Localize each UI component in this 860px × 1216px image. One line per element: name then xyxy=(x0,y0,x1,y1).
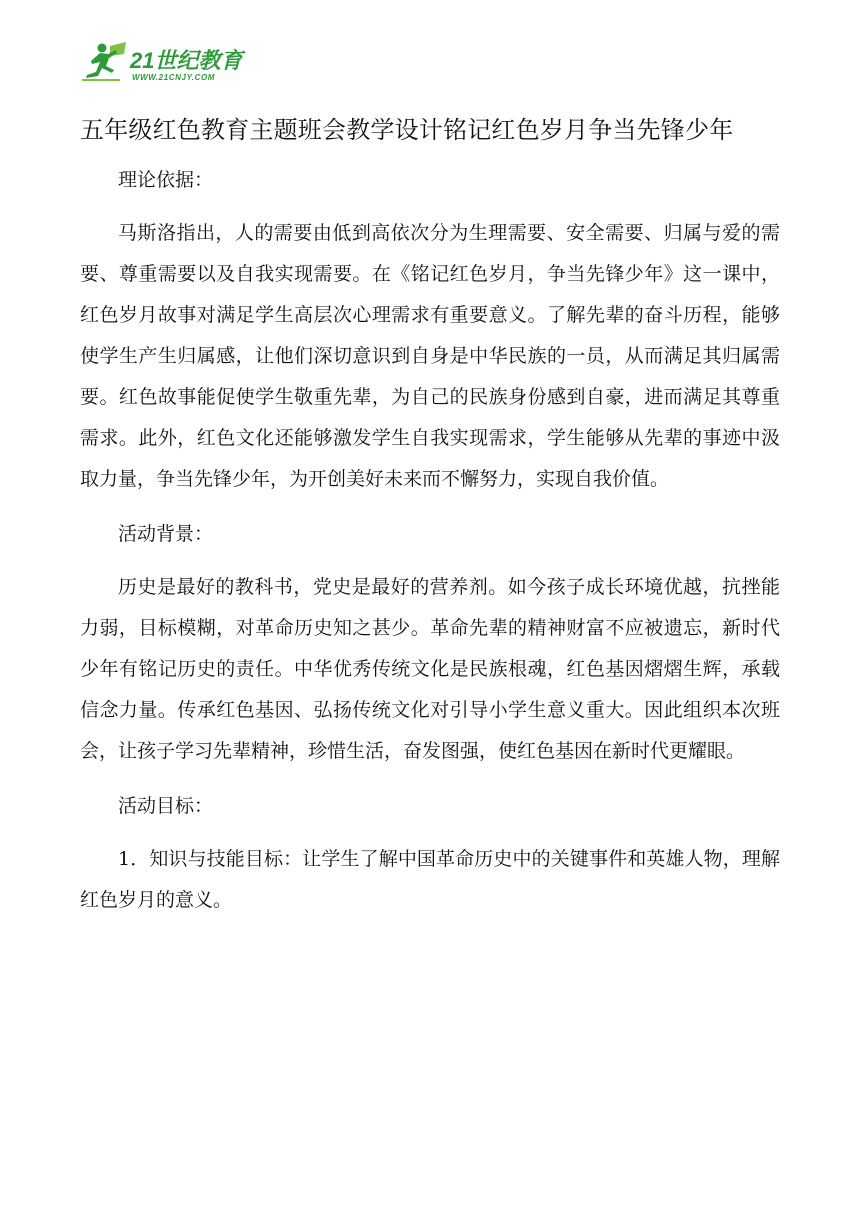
site-logo xyxy=(80,40,250,84)
document-title: 五年级红色教育主题班会教学设计铭记红色岁月争当先锋少年 xyxy=(80,116,734,144)
logo-brand-text: 21世纪教育 xyxy=(130,48,243,73)
runner-logo-icon xyxy=(80,40,250,84)
paragraph-goal-1: 1．知识与技能目标：让学生了解中国革命历史中的关键事件和英雄人物，理解红色岁月的意义。 xyxy=(80,848,780,911)
document-body xyxy=(80,160,780,935)
section-heading-background: 活动背景： xyxy=(118,523,214,545)
logo-url-text: WWW.21CNJY.COM xyxy=(132,73,216,82)
paragraph-theory: 马斯洛指出，人的需要由低到高依次分为生理需要、安全需要、归属与爱的需要、尊重需要以及自我实现需要。在《铭记红色岁月，争当先锋少年》这一课中，红色岁月故事对满足学生高层次心理需求有重要意义。了解先辈的奋斗历程，能够使学生产生归属感，让他们深切意识到自身是中华民族的一员，从而满足其归属需要。红色故事能促使学生敬重先辈，为自己的民族身份感到自豪，进而满足其尊重需求。此外，红色文化还能够激发学生自我实现需求，学生能够从先辈的事迹中汲取力量，争当先锋少年，为开创美好未来而不懈努力，实现自我价值。 xyxy=(80,222,780,490)
section-heading-goals: 活动目标： xyxy=(118,795,214,817)
paragraph-background: 历史是最好的教科书，党史是最好的营养剂。如今孩子成长环境优越，抗挫能力弱，目标模糊，对革命历史知之甚少。革命先辈的精神财富不应被遗忘，新时代少年有铭记历史的责任。中华优秀传统文化是民族根魂，红色基因熠熠生辉，承载信念力量。传承红色基因、弘扬传统文化对引导小学生意义重大。因此组织本次班会，让孩子学习先辈精神，珍惜生活，奋发图强，使红色基因在新时代更耀眼。 xyxy=(80,576,780,762)
section-heading-theory: 理论依据： xyxy=(118,169,214,191)
